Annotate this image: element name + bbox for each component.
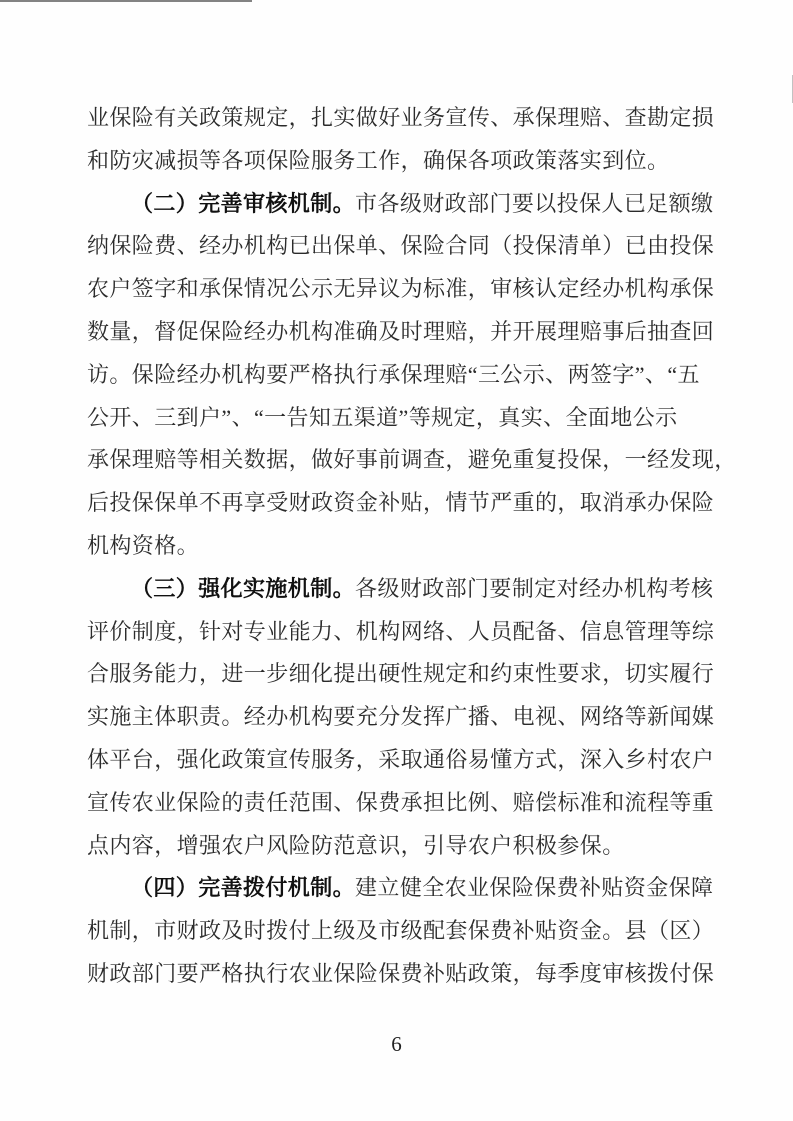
- text-line: [87, 225, 713, 268]
- scan-artifact-top-edge: [0, 0, 252, 2]
- text-line: [87, 653, 713, 696]
- text-line: [87, 611, 713, 654]
- body-text: 宣传农业保险的责任范围、保费承担比例、赔偿标准和流程等重: [87, 789, 715, 815]
- body-text: 实施主体职责。经办机构要充分发挥广播、电视、网络等新闻媒: [87, 704, 715, 730]
- text-line: [87, 739, 713, 782]
- text-line: [87, 696, 713, 739]
- body-text: 后投保保单不再享受财政资金补贴，情节严重的，取消承办保险: [87, 490, 715, 516]
- body-text: 访。保险经办机构要严格执行承保理赔“三公示、两签字”、“五: [87, 361, 700, 387]
- body-text: 纳保险费、经办机构已出保单、保险合同（投保清单）已由投保: [87, 233, 715, 259]
- text-line: [87, 268, 713, 311]
- text-line: [87, 525, 713, 568]
- text-line: [87, 397, 713, 440]
- text-line: [87, 910, 713, 953]
- body-text: 财政部门要严格执行农业保险保费补贴政策，每季度审核拨付保: [87, 960, 715, 986]
- text-line: [87, 482, 713, 525]
- text-line: [87, 568, 713, 611]
- text-line: [87, 311, 713, 354]
- document-text-block: [87, 97, 737, 996]
- body-text: 承保理赔等相关数据，做好事前调查，避免重复投保，一经发现，: [87, 447, 737, 473]
- body-text: 公开、三到户”、“一告知五渠道”等规定，真实、全面地公示: [87, 404, 678, 430]
- text-line: [87, 354, 713, 397]
- text-line: [87, 782, 713, 825]
- text-line: [87, 867, 713, 910]
- text-line: [87, 183, 713, 226]
- body-text: 农户签字和承保情况公示无异议为标准，审核认定经办机构承保: [87, 276, 715, 302]
- section-heading-text: （三）强化实施机制。: [131, 575, 356, 601]
- text-line: [87, 953, 713, 996]
- body-text: 业保险有关政策规定，扎实做好业务宣传、承保理赔、查勘定损: [87, 105, 715, 130]
- text-line: [87, 140, 713, 183]
- text-line: [87, 825, 713, 868]
- body-text: 点内容，增强农户风险防范意识，引导农户积极参保。: [87, 832, 625, 858]
- body-text: 市各级财政部门要以投保人已足额缴: [355, 190, 714, 216]
- body-text: 体平台，强化政策宣传服务，采取通俗易懂方式，深入乡村农户: [87, 746, 715, 772]
- body-text: 数量，督促保险经办机构准确及时理赔，并开展理赔事后抽查回: [87, 318, 715, 344]
- body-text: 各级财政部门要制定对经办机构考核: [355, 575, 714, 601]
- body-text: 机制，市财政及时拨付上级及市级配套保费补贴资金。县（区）: [87, 918, 715, 944]
- text-line: [87, 97, 713, 140]
- section-heading-text: （二）完善审核机制。: [131, 190, 356, 216]
- body-text: 合服务能力，进一步细化提出硬性规定和约束性要求，切实履行: [87, 661, 715, 687]
- body-text: 机构资格。: [87, 532, 200, 558]
- section-heading-text: （四）完善拨付机制。: [131, 875, 356, 901]
- text-line: [87, 439, 737, 482]
- body-text: 建立健全农业保险保费补贴资金保障: [355, 875, 714, 901]
- body-text: 评价制度，针对专业能力、机构网络、人员配备、信息管理等综: [87, 618, 715, 644]
- page-number: 6: [391, 1032, 402, 1056]
- body-text: 和防灾减损等各项保险服务工作，确保各项政策落实到位。: [87, 147, 670, 173]
